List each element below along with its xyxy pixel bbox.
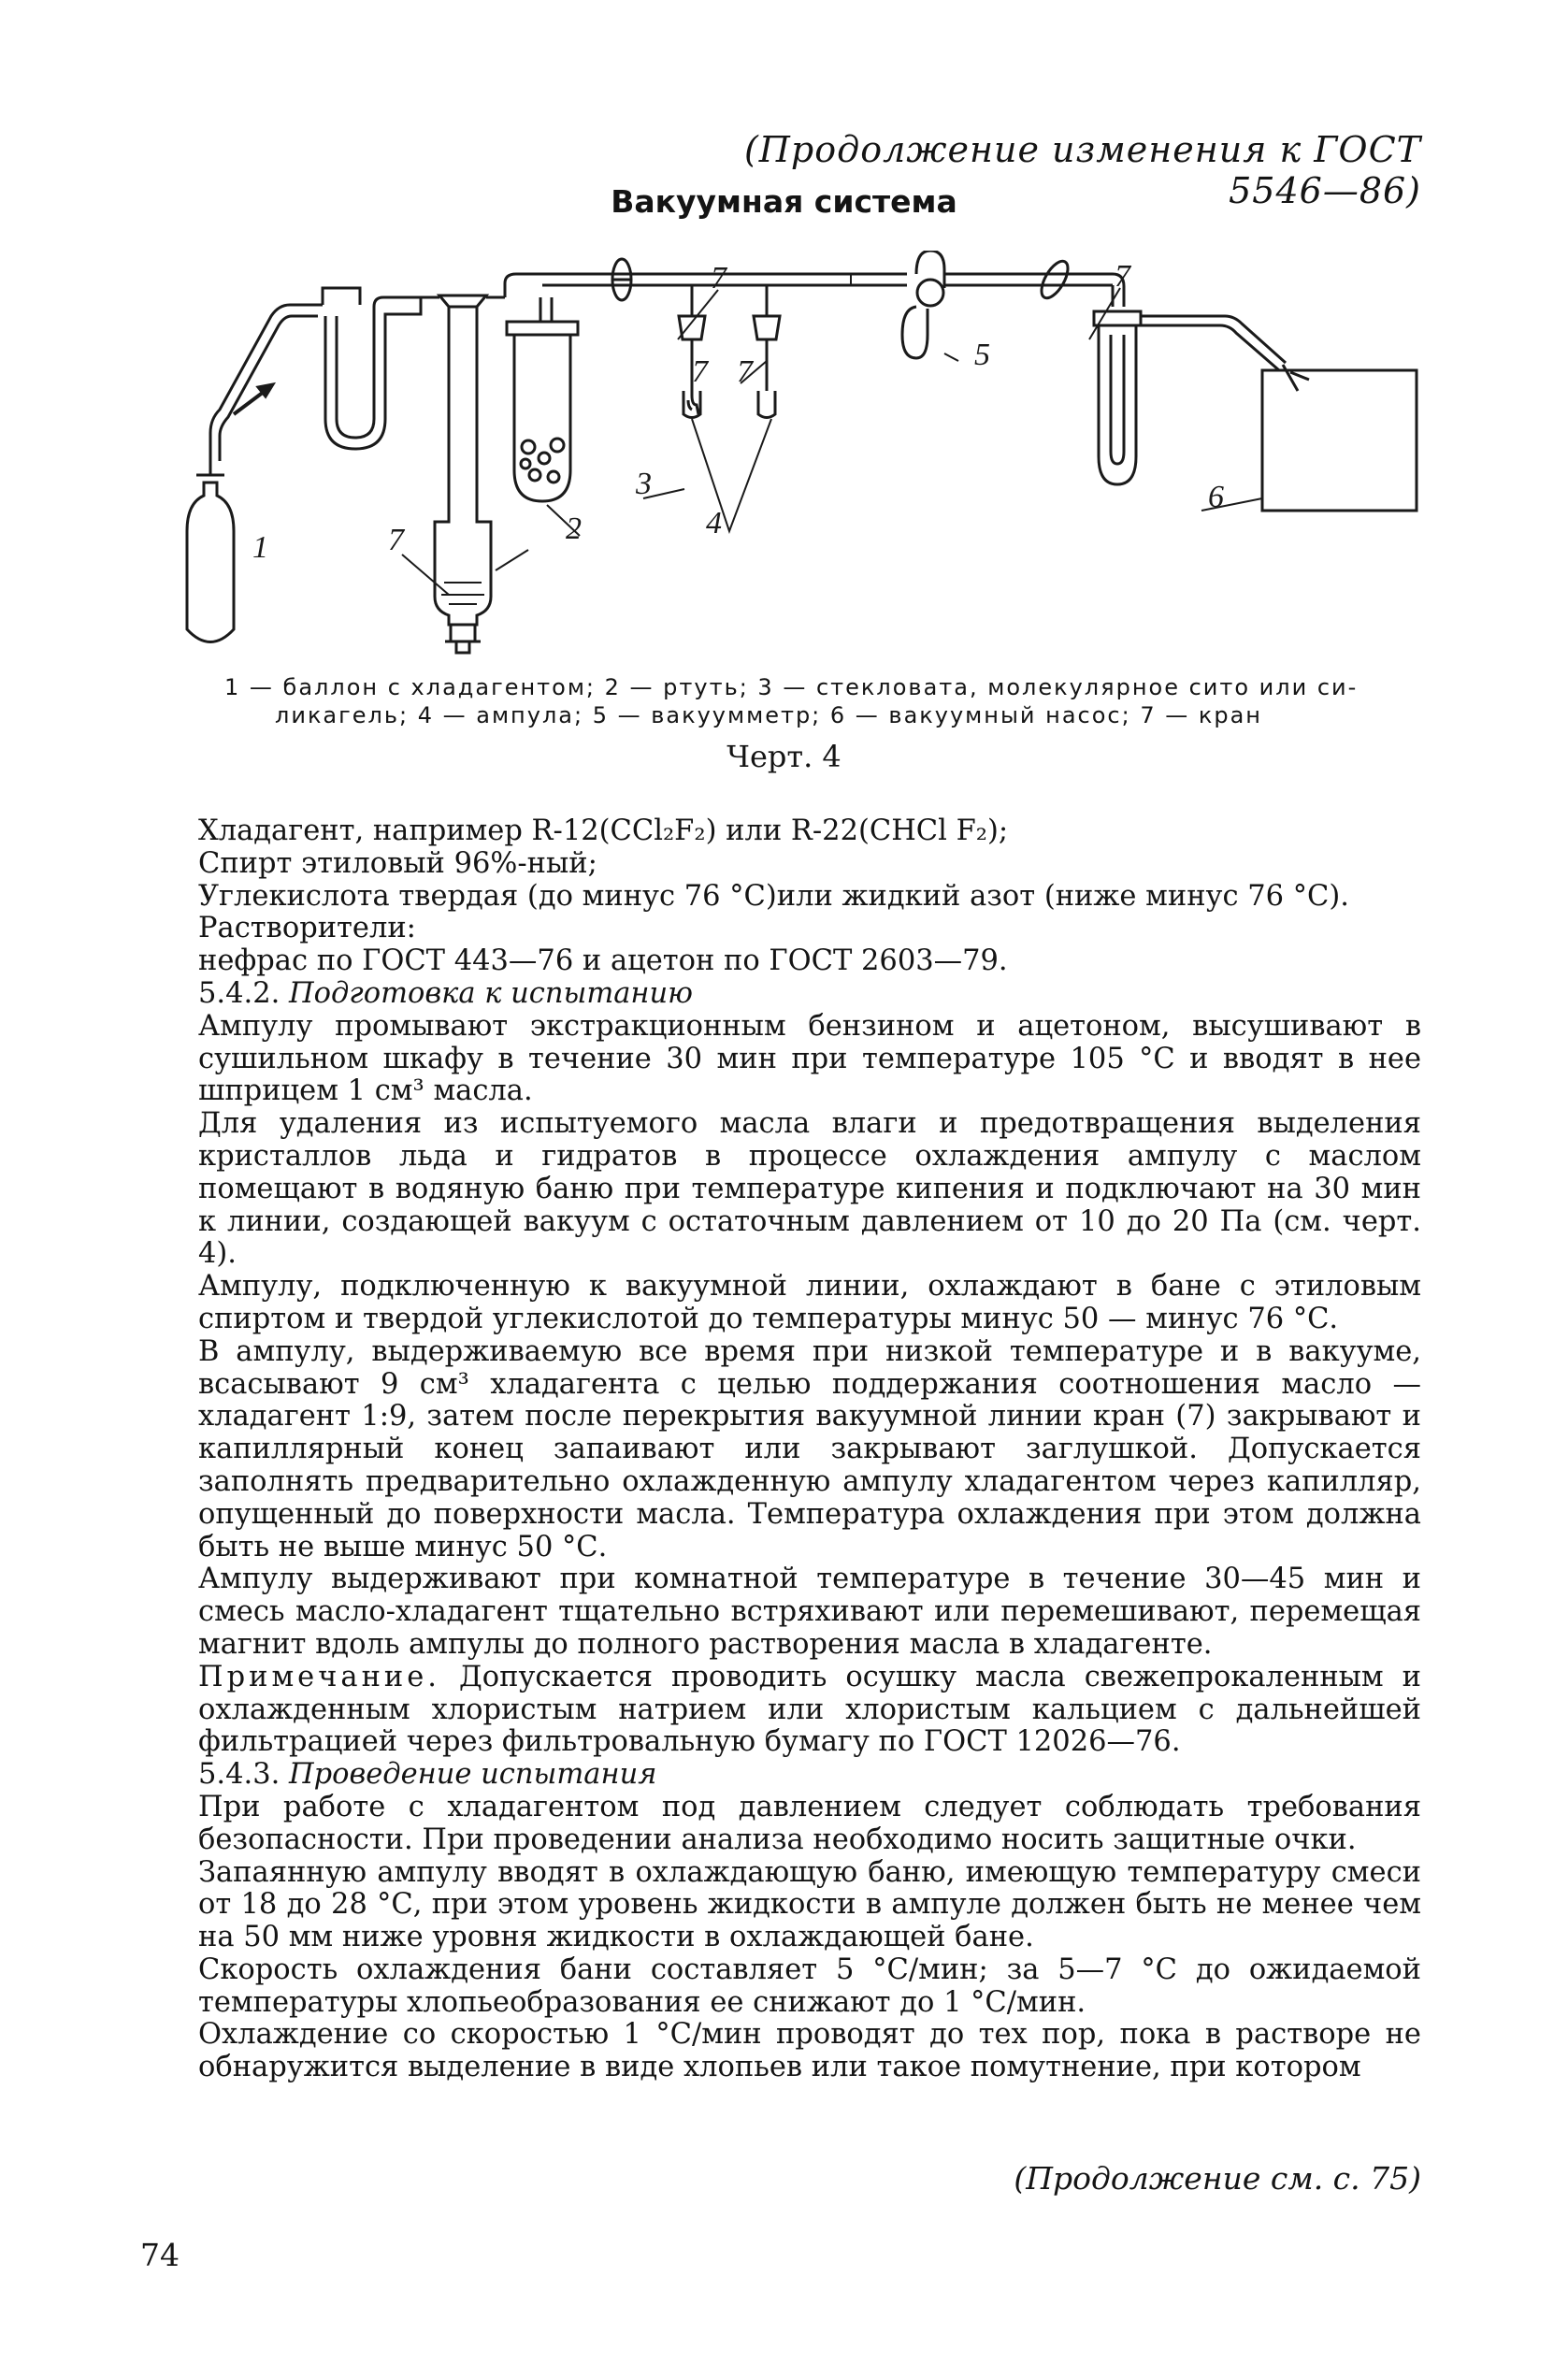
vacuum-pump <box>1262 370 1417 511</box>
diagram-label: 5 <box>974 338 990 372</box>
continuation-header: (Продолжение изменения к ГОСТ 5546—86) <box>743 129 1421 211</box>
note-label: Примечание. <box>198 1660 440 1693</box>
body-text <box>198 815 1421 2084</box>
diagram-label: 4 <box>706 506 722 540</box>
diagram-label: 7 <box>692 354 708 389</box>
section-heading <box>198 1759 1421 1792</box>
paragraph: Ампулу выдерживают при комнатной температуре в течение 30—45 мин и смесь масло-хладагент тщательно встряхивают или перемешивают, перемещая магнит вдоль ампулы до полного растворения масла в хладагенте. <box>198 1563 1421 1661</box>
paragraph: В ампулу, выдерживаемую все время при низкой температуре и в вакууме, всасывают 9 см³ хладагента с целью поддержания соотношения масло — хладагент 1:9, затем после перекрытия вакуумной линии кран (7) закрывают и капиллярный конец запаивают или закрывают заглушкой. Допускается заполнять предварительно охлажденную ампулу хладагентом через капилляр, опущенный до поверхности масла. Температура охлаждения при этом должна быть не выше минус 50 °С. <box>198 1334 1421 1563</box>
diagram-label: 7 <box>711 261 726 295</box>
note-text: Допускается проводить осушку масла свежепрокаленным и охлажденным хлористым натрием или хлористым кальцием с дальнейшей фильтрацией через фильтровальную бумагу по ГОСТ 12026—76. <box>198 1660 1421 1759</box>
paragraph: Скорость охлаждения бани составляет 5 °С/мин; за 5—7 °С до ожидаемой температуры хлопьеобразования ее снижают до 1 °С/мин. <box>198 1952 1421 2019</box>
paragraph: Для удаления из испытуемого масла влаги и предотвращения выделения кристаллов льда и гидратов в процессе охлаждения ампулу с маслом помещают в водяную баню при температуре кипения и подключают на 30 мин к линии, создающей вакуум с остаточным давлением от 10 до 20 Па (см. черт. 4). <box>198 1107 1421 1271</box>
diagram-label: 2 <box>566 512 582 546</box>
refrigerant-cylinder <box>187 483 234 642</box>
figure-number: Черт. 4 <box>726 739 842 774</box>
continuation-footer: (Продолжение см. с. 75) <box>1014 2160 1421 2197</box>
caption-line: 1 — баллон с хладагентом; 2 — ртуть; 3 — стекловата, молекулярное сито или си- <box>224 674 1359 700</box>
page-number: 74 <box>140 2237 180 2273</box>
u-trap <box>325 297 421 449</box>
vacuum-gauge <box>902 307 928 358</box>
paragraph: Охлаждение со скоростью 1 °С/мин проводят до тех пор, пока в растворе не обнаружится выделение в виде хлопьев или такое помутнение, при котором <box>198 2018 1421 2084</box>
text-line: Растворители: <box>198 912 416 945</box>
vacuum-system-diagram <box>168 251 1421 662</box>
note <box>198 1662 1421 1759</box>
section-title: Проведение испытания <box>289 1758 657 1792</box>
diagram-label: 1 <box>252 530 268 565</box>
section-number: 5.4.2. <box>198 976 281 1010</box>
diagram-label: 7 <box>737 354 753 389</box>
diagram-label: 7 <box>1115 259 1130 294</box>
diagram-label: 3 <box>636 467 652 501</box>
text-line: Хладагент, например R-12(CCl₂F₂) или R-22(CHCl F₂); <box>198 814 1009 847</box>
figure-title: Вакуумная система <box>611 183 957 220</box>
paragraph: При работе с хладагентом под давлением следует соблюдать требования безопасности. При проведении анализа необходимо носить защитные очки. <box>198 1790 1421 1856</box>
diagram-label: 7 <box>388 523 404 557</box>
section-title: Подготовка к испытанию <box>289 976 694 1010</box>
text-line: Спирт этиловый 96%-ный; <box>198 846 597 880</box>
caption-line: ликагель; 4 — ампула; 5 — вакуумметр; 6 — вакуумный насос; 7 — кран <box>275 702 1262 728</box>
text-line: нефрас по ГОСТ 443—76 и ацетон по ГОСТ 2603—79. <box>198 944 1008 978</box>
section-heading <box>198 978 1421 1011</box>
figure-caption <box>224 673 1440 729</box>
drying-column <box>514 335 570 501</box>
section-number: 5.4.3. <box>198 1758 281 1792</box>
paragraph: Ампулу промывают экстракционным бензином и ацетоном, высушивают в сушильном шкафу в течение 30 мин при температуре 105 °С и вводят в нее шприцем 1 см³ масла. <box>198 1009 1421 1108</box>
paragraph: Ампулу, подключенную к вакуумной линии, охлаждают в бане с этиловым спиртом и твердой углекислотой до температуры минус 50 — минус 76 °С. <box>198 1270 1421 1335</box>
mercury-column <box>435 307 491 625</box>
text-line: Углекислота твердая (до минус 76 °С)или жидкий азот (ниже минус 76 °С). <box>198 879 1349 913</box>
diagram-label: 6 <box>1208 480 1224 514</box>
paragraph: Запаянную ампулу вводят в охлаждающую баню, имеющую температуру смеси от 18 до 28 °С, при этом уровень жидкости в ампуле должен быть не менее чем на 50 мм ниже уровня жидкости в охлаждающей бане. <box>198 1855 1421 1954</box>
